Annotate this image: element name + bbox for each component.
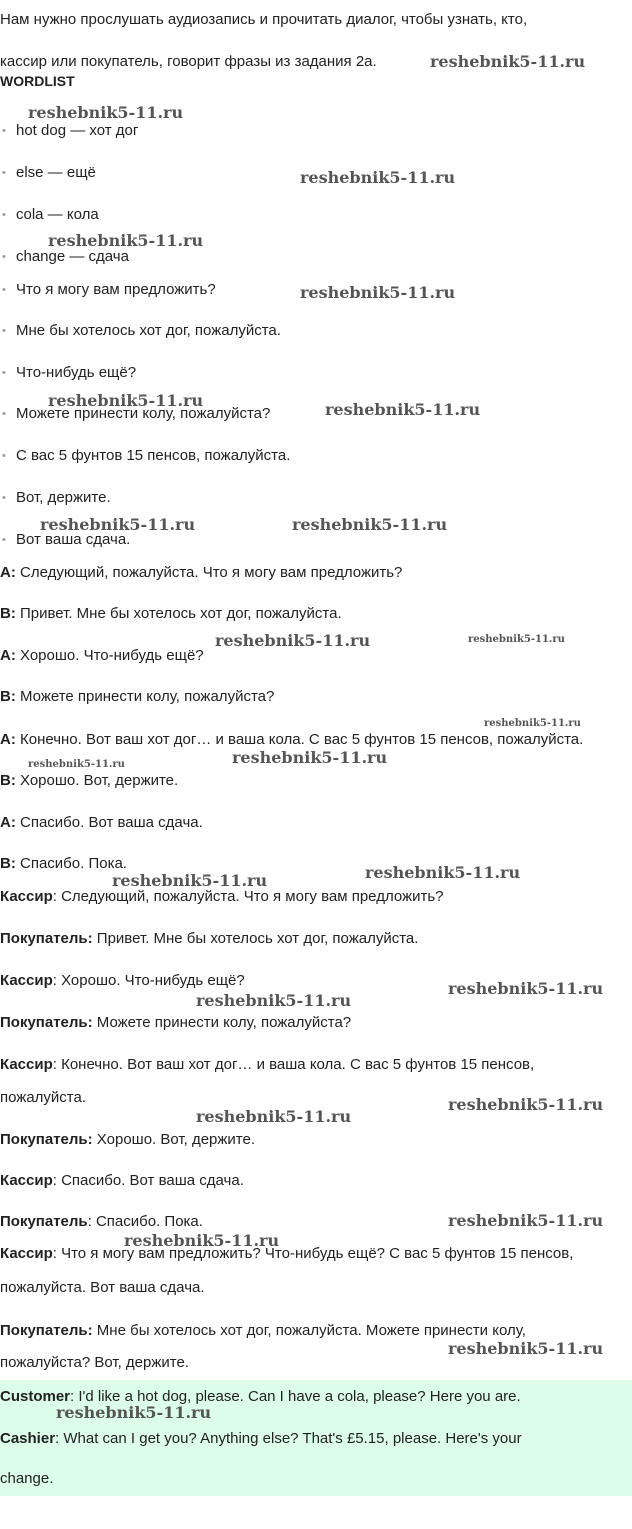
dialog-line: Покупатель: Спасибо. Пока. — [0, 1213, 203, 1230]
watermark: reshebnik5-11.ru — [292, 515, 448, 534]
wordlist-heading: WORDLIST — [0, 73, 75, 89]
dialog-line: Кассир: Что я могу вам предложить? Что-нибудь ещё? С вас 5 фунтов 15 пенсов, — [0, 1245, 574, 1262]
watermark: reshebnik5-11.ru — [28, 759, 125, 770]
dialog-line: Кассир: Хорошо. Что-нибудь ещё? — [0, 972, 245, 989]
watermark: reshebnik5-11.ru — [48, 231, 204, 250]
wordlist-item: • Что я могу вам предложить? — [16, 280, 216, 300]
watermark: reshebnik5-11.ru — [28, 103, 184, 122]
dialog-line: Покупатель: Привет. Мне бы хотелось хот дог, пожалуйста. — [0, 930, 419, 947]
wordlist-item: • change — сдача — [16, 247, 129, 267]
dialog-line: A: Следующий, пожалуйста. Что я могу вам предложить? — [0, 564, 403, 581]
answer-line-cont: change. — [0, 1470, 54, 1487]
watermark: reshebnik5-11.ru — [365, 863, 521, 882]
watermark: reshebnik5-11.ru — [215, 631, 371, 650]
watermark: reshebnik5-11.ru — [124, 1231, 280, 1250]
watermark: reshebnik5-11.ru — [484, 718, 581, 729]
watermark: reshebnik5-11.ru — [448, 979, 604, 998]
intro-line: Нам нужно прослушать аудиозапись и прочитать диалог, чтобы узнать, кто, — [0, 11, 528, 28]
dialog-line: B: Привет. Мне бы хотелось хот дог, пожалуйста. — [0, 605, 342, 622]
dialog-line-cont: пожалуйста? Вот, держите. — [0, 1354, 189, 1371]
dialog-line: Кассир: Конечно. Вот ваш хот дог… и ваша кола. С вас 5 фунтов 15 пенсов, — [0, 1056, 535, 1073]
wordlist-item: • Вот, держите. — [16, 488, 111, 508]
wordlist-item: • Можете принести колу, пожалуйста? — [16, 404, 270, 424]
watermark: reshebnik5-11.ru — [448, 1339, 604, 1358]
dialog-line: A: Конечно. Вот ваш хот дог… и ваша кола. С вас 5 фунтов 15 пенсов, пожалуйста. — [0, 731, 584, 748]
watermark: reshebnik5-11.ru — [232, 748, 388, 767]
dialog-line: Кассир: Спасибо. Вот ваша сдача. — [0, 1172, 244, 1189]
watermark: reshebnik5-11.ru — [448, 1211, 604, 1230]
dialog-line-cont: пожалуйста. Вот ваша сдача. — [0, 1279, 205, 1296]
wordlist-item: • Что-нибудь ещё? — [16, 363, 136, 383]
wordlist-item: • Вот ваша сдача. — [16, 530, 130, 550]
intro-line: кассир или покупатель, говорит фразы из задания 2a. — [0, 53, 377, 70]
watermark: reshebnik5-11.ru — [300, 283, 456, 302]
watermark: reshebnik5-11.ru — [430, 52, 586, 71]
watermark: reshebnik5-11.ru — [300, 168, 456, 187]
watermark: reshebnik5-11.ru — [56, 1403, 212, 1422]
watermark: reshebnik5-11.ru — [468, 634, 565, 645]
watermark: reshebnik5-11.ru — [48, 391, 204, 410]
wordlist-item: • hot dog — хот дог — [16, 121, 138, 141]
dialog-line: Покупатель: Можете принести колу, пожалуйста? — [0, 1014, 352, 1031]
dialog-line: Покупатель: Мне бы хотелось хот дог, пожалуйста. Можете принести колу, — [0, 1322, 526, 1339]
dialog-line-cont: пожалуйста. — [0, 1089, 87, 1106]
watermark: reshebnik5-11.ru — [40, 515, 196, 534]
answer-line: Cashier: What can I get you? Anything else? That's £5.15, please. Here's your — [0, 1430, 522, 1447]
answer-line: Customer: I'd like a hot dog, please. Can I have a cola, please? Here you are. — [0, 1388, 521, 1405]
wordlist-item: • cola — кола — [16, 205, 99, 225]
wordlist-item: • С вас 5 фунтов 15 пенсов, пожалуйста. — [16, 446, 290, 466]
wordlist-item: • Мне бы хотелось хот дог, пожалуйста. — [16, 321, 281, 341]
watermark: reshebnik5-11.ru — [448, 1095, 604, 1114]
dialog-line: A: Спасибо. Вот ваша сдача. — [0, 814, 203, 831]
dialog-line: B: Спасибо. Пока. — [0, 855, 127, 872]
watermark: reshebnik5-11.ru — [325, 400, 481, 419]
watermark: reshebnik5-11.ru — [196, 1107, 352, 1126]
wordlist-item: • else — ещё — [16, 163, 96, 183]
dialog-line: B: Хорошо. Вот, держите. — [0, 772, 179, 789]
dialog-line: Кассир: Следующий, пожалуйста. Что я могу вам предложить? — [0, 888, 444, 905]
watermark: reshebnik5-11.ru — [112, 871, 268, 890]
dialog-line: B: Можете принести колу, пожалуйста? — [0, 688, 275, 705]
watermark: reshebnik5-11.ru — [196, 991, 352, 1010]
dialog-line: Покупатель: Хорошо. Вот, держите. — [0, 1131, 256, 1148]
dialog-line: A: Хорошо. Что-нибудь ещё? — [0, 647, 204, 664]
